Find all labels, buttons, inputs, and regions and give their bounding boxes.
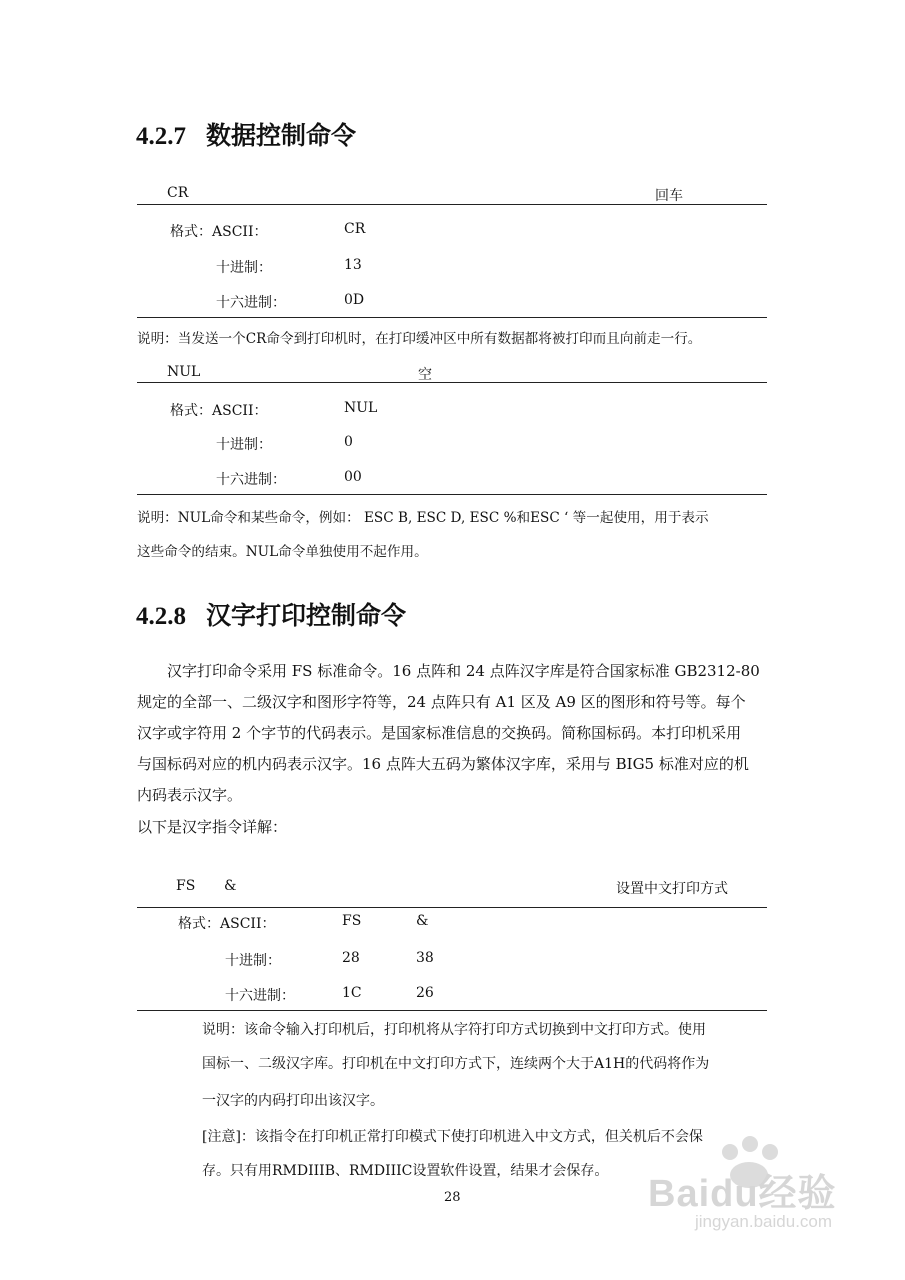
fs-row-hex-label: 十六进制：: [225, 988, 295, 1004]
intro-line-2: 规定的全部一、二级汉字和图形字符等，24 点阵只有 A1 区及 A9 区的图形和符号等。每个: [137, 693, 746, 711]
paw-toe-icon: [722, 1144, 738, 1160]
cr-command-code: CR: [167, 185, 189, 201]
detail-intro: 以下是汉字指令详解：: [137, 818, 288, 836]
fs-top-rule: [137, 907, 767, 908]
nul-row-dec-value: 0: [344, 434, 353, 450]
fs-row-dec-label: 十进制：: [225, 953, 281, 969]
fs-note-line-2: 存。只有用RMDIIIB、RMDIIIC设置软件设置，结果才会保存。: [202, 1163, 609, 1179]
nul-top-rule: [137, 382, 767, 383]
fs-command-code-2: &: [224, 878, 237, 894]
cr-command-name: 回车: [655, 188, 683, 204]
fs-command-code-1: FS: [176, 878, 196, 894]
cr-description: 说明：当发送一个CR命令到打印机时，在打印缓冲区中所有数据都将被打印而且向前走一行。: [137, 331, 702, 347]
nul-command-code: NUL: [167, 364, 201, 380]
nul-row-hex-value: 00: [344, 469, 362, 485]
section-number: 4.2.8: [136, 603, 186, 630]
fs-description-line-2: 国标一、二级汉字库。打印机在中文打印方式下，连续两个大于A1H的代码将作为: [202, 1056, 710, 1072]
nul-row-dec-label: 十进制：: [216, 437, 272, 453]
fs-note-line-1: [注意]：该指令在打印机正常打印模式下使打印机进入中文方式，但关机后不会保: [202, 1129, 703, 1145]
nul-description-line-1: 说明：NUL命令和某些命令，例如： ESC B, ESC D, ESC %和ESC ‘ 等一起使用，用于表示: [137, 510, 709, 526]
section-heading-4-2-8: [136, 596, 406, 632]
section-title: 数据控制命令: [206, 123, 357, 150]
nul-row-ascii-value: NUL: [344, 400, 378, 416]
section-title: 汉字打印控制命令: [206, 603, 407, 630]
section-number: 4.2.7: [136, 123, 186, 150]
nul-bottom-rule: [137, 494, 767, 495]
paw-toe-icon: [742, 1136, 758, 1152]
watermark-url: jingyan.baidu.com: [695, 1212, 833, 1231]
cr-row-hex-value: 0D: [344, 292, 365, 308]
page-number: 28: [444, 1190, 461, 1205]
cr-top-rule: [137, 204, 767, 205]
fs-command-name: 设置中文打印方式: [616, 881, 728, 897]
nul-row-hex-label: 十六进制：: [216, 472, 286, 488]
intro-line-5: 内码表示汉字。: [137, 786, 243, 804]
cr-row-dec-value: 13: [344, 257, 362, 273]
cr-row-dec-label: 十进制：: [216, 260, 272, 276]
intro-line-4: 与国标码对应的机内码表示汉字。16 点阵大五码为繁体汉字库，采用与 BIG5 标准对应的机: [137, 755, 749, 773]
intro-line-1: 汉字打印命令采用 FS 标准命令。16 点阵和 24 点阵汉字库是符合国家标准 GB2312-80: [167, 662, 760, 680]
nul-row-ascii-label: 格式：ASCII：: [170, 403, 268, 419]
cr-row-ascii-value: CR: [344, 221, 366, 237]
fs-row-ascii-label: 格式：ASCII：: [178, 916, 276, 932]
fs-row-hex-value-2: 26: [416, 985, 434, 1001]
fs-row-ascii-value-1: FS: [342, 913, 362, 929]
section-heading-4-2-7: [136, 116, 356, 152]
fs-description-line-1: 说明：该命令输入打印机后，打印机将从字符打印方式切换到中文打印方式。使用: [202, 1022, 706, 1038]
fs-bottom-rule: [137, 1010, 767, 1011]
fs-row-dec-value-2: 38: [416, 950, 434, 966]
paw-toe-icon: [762, 1144, 778, 1160]
fs-row-ascii-value-2: &: [416, 913, 429, 929]
fs-row-dec-value-1: 28: [342, 950, 360, 966]
nul-description-line-2: 这些命令的结束。NUL命令单独使用不起作用。: [137, 544, 428, 560]
watermark-brand: Baidu经验: [648, 1173, 837, 1215]
intro-line-3: 汉字或字符用 2 个字节的代码表示。是国家标准信息的交换码。简称国标码。本打印机采用: [137, 724, 742, 742]
cr-row-ascii-label: 格式：ASCII：: [170, 224, 268, 240]
fs-row-hex-value-1: 1C: [342, 985, 362, 1001]
nul-command-name: 空: [418, 367, 432, 383]
cr-bottom-rule: [137, 317, 767, 318]
fs-description-line-3: 一汉字的内码打印出该汉字。: [202, 1093, 384, 1109]
cr-row-hex-label: 十六进制：: [216, 295, 286, 311]
